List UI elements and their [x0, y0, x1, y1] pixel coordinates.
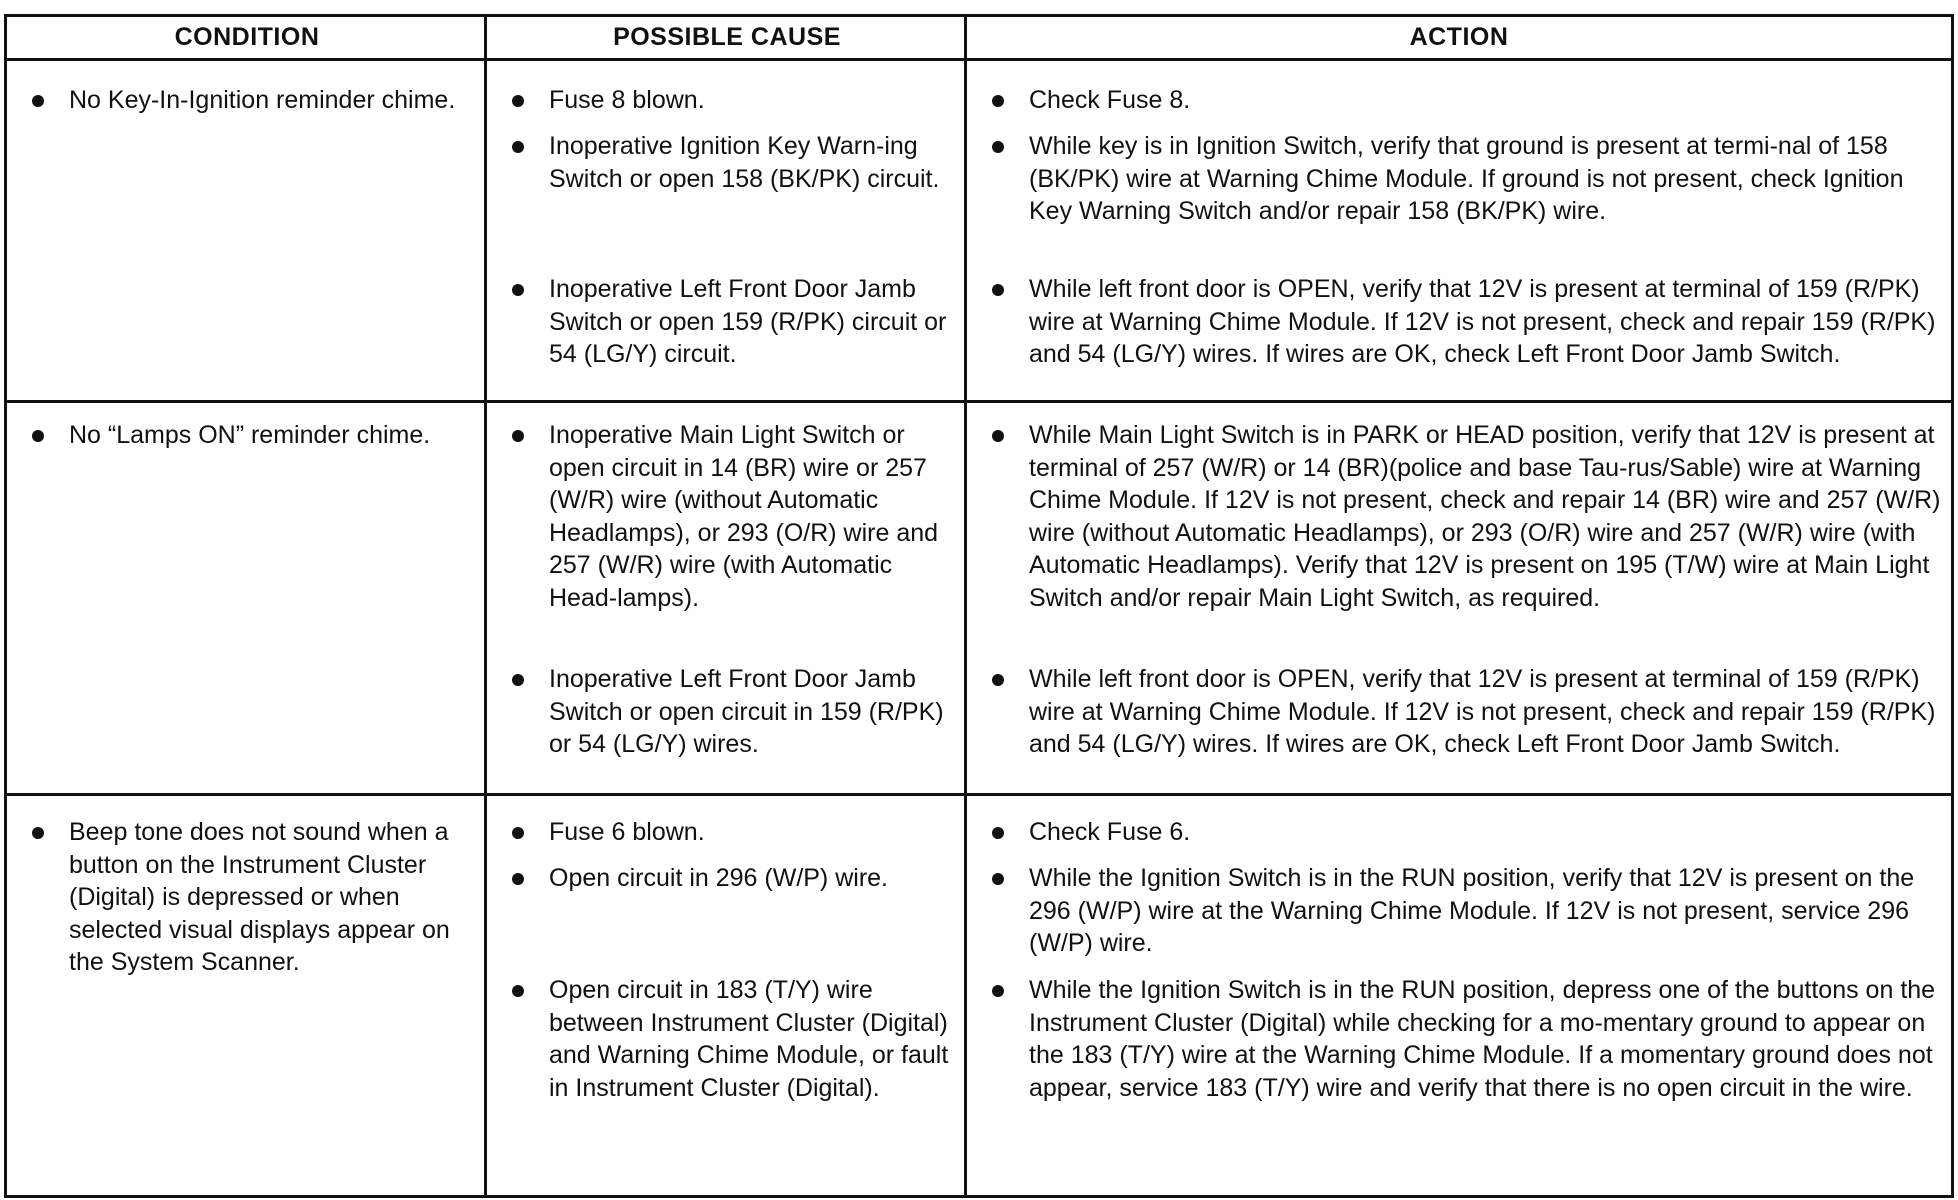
cause-item: Fuse 8 blown.	[487, 84, 964, 117]
header-condition: CONDITION	[174, 23, 320, 51]
action-item: While the Ignition Switch is in the RUN position, verify that 12V is present on the 296 (W/P) wire at the Warning Chime Module. If 12V is not present, service 296 (W/P) wire.	[967, 862, 1951, 960]
table-row-1-actions	[967, 64, 1951, 400]
header-possible-cause: POSSIBLE CAUSE	[613, 23, 841, 51]
cause-item: Open circuit in 296 (W/P) wire.	[487, 862, 964, 895]
cause-item: Inoperative Left Front Door Jamb Switch or open circuit in 159 (R/PK) or 54 (LG/Y) wires.	[487, 663, 964, 761]
table-row-2-actions	[967, 403, 1951, 793]
cause-item: Inoperative Main Light Switch or open circuit in 14 (BR) wire or 257 (W/R) wire (without Automatic Headlamps), or 293 (O/R) wire and 257 (W/R) wire (with Automatic Head-lamps).	[487, 419, 964, 614]
cause-item: Inoperative Left Front Door Jamb Switch or open 159 (R/PK) circuit or 54 (LG/Y) circuit.	[487, 273, 964, 371]
action-item: While Main Light Switch is in PARK or HEAD position, verify that 12V is present at terminal of 257 (W/R) or 14 (BR)(police and base Tau-rus/Sable) wire at Warning Chime Module. If 12V is not present, check and repair 14 (BR) wire and 257 (W/R) wire (without Automatic Headlamps), or 293 (O/R) wire and 257 (W/R) wire (with Automatic Headlamps). Verify that 12V is present on 195 (T/W) wire at Main Light Switch and/or repair Main Light Switch, as required.	[967, 419, 1951, 614]
diagnosis-table	[4, 14, 1954, 1198]
header-action: ACTION	[1409, 23, 1509, 51]
cause-item: Inoperative Ignition Key Warn-ing Switch or open 158 (BK/PK) circuit.	[487, 130, 964, 195]
action-item: Check Fuse 6.	[967, 816, 1951, 849]
condition-text: Beep tone does not sound when a button on the Instrument Cluster (Digital) is depressed or when selected visual displays appear on the System Scanner.	[7, 816, 484, 979]
cause-item: Fuse 6 blown.	[487, 816, 964, 849]
table-row-3-condition	[7, 796, 484, 1195]
action-item: While key is in Ignition Switch, verify that ground is present at termi-nal of 158 (BK/PK) wire at Warning Chime Module. If ground is not present, check Ignition Key Warning Switch and/or repair 158 (BK/PK) wire.	[967, 130, 1951, 228]
table-row-1-condition	[7, 64, 484, 400]
table-row-1-causes	[487, 64, 964, 400]
action-item: While left front door is OPEN, verify that 12V is present at terminal of 159 (R/PK) wire at Warning Chime Module. If 12V is not present, check and repair 159 (R/PK) and 54 (LG/Y) wires. If wires are OK, check Left Front Door Jamb Switch.	[967, 663, 1951, 761]
table-row-3-causes	[487, 796, 964, 1195]
table-row-2-condition	[7, 403, 484, 793]
action-item: Check Fuse 8.	[967, 84, 1951, 117]
cause-item: Open circuit in 183 (T/Y) wire between Instrument Cluster (Digital) and Warning Chime Module, or fault in Instrument Cluster (Digital).	[487, 974, 964, 1104]
condition-text: No Key-In-Ignition reminder chime.	[7, 84, 484, 117]
action-item: While left front door is OPEN, verify that 12V is present at terminal of 159 (R/PK) wire at Warning Chime Module. If 12V is not present, check and repair 159 (R/PK) and 54 (LG/Y) wires. If wires are OK, check Left Front Door Jamb Switch.	[967, 273, 1951, 371]
condition-text: No “Lamps ON” reminder chime.	[7, 419, 484, 452]
action-item: While the Ignition Switch is in the RUN position, depress one of the buttons on the Instrument Cluster (Digital) while checking for a mo-mentary ground to appear on the 183 (T/Y) wire at the Warning Chime Module. If a momentary ground does not appear, service 183 (T/Y) wire and verify that there is no open circuit in the wire.	[967, 974, 1951, 1104]
table-header-row	[7, 17, 1951, 61]
table-row-2-causes	[487, 403, 964, 793]
table-row-3-actions	[967, 796, 1951, 1195]
